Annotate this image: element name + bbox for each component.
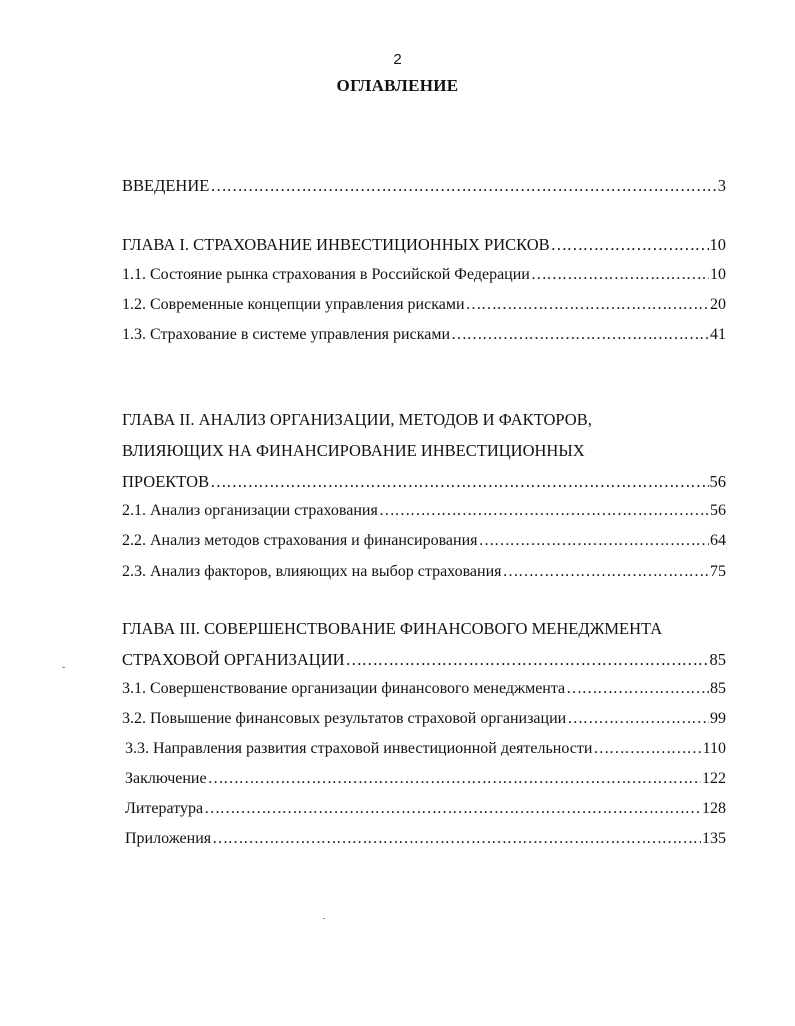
leader-dots	[567, 709, 709, 729]
toc-section-1-2	[122, 295, 726, 315]
chapter-page: 10	[709, 235, 726, 254]
leader-dots	[451, 325, 709, 345]
leader-dots	[210, 176, 716, 196]
toc-section-2-2	[122, 531, 726, 551]
leader-dots	[346, 650, 709, 670]
section-title: 2.3. Анализ факторов, влияющих на выбор страхования	[122, 563, 502, 580]
chapter-title: ГЛАВА I. СТРАХОВАНИЕ ИНВЕСТИЦИОННЫХ РИСКОВ	[122, 235, 550, 254]
page-title: ОГЛАВЛЕНИЕ	[336, 76, 459, 95]
scan-speck	[62, 667, 65, 668]
scan-speck	[323, 918, 325, 919]
toc-section-1-3	[122, 325, 726, 345]
section-title: 2.1. Анализ организации страхования	[122, 502, 378, 519]
leader-dots	[208, 769, 701, 789]
section-page: 56	[710, 502, 726, 519]
toc-chapter-2	[122, 472, 726, 492]
toc-entry-conclusion	[125, 769, 726, 789]
chapter-3-title-line-1: ГЛАВА III. СОВЕРШЕНСТВОВАНИЕ ФИНАНСОВОГО МЕНЕДЖМЕНТА	[122, 619, 663, 638]
toc-entry-label: ВВЕДЕНИЕ	[122, 176, 210, 195]
chapter-page: 56	[709, 472, 726, 491]
toc-entry-label: Заключение	[125, 770, 207, 787]
leader-dots	[531, 265, 709, 285]
toc-section-3-1	[122, 679, 726, 699]
leader-dots	[503, 562, 710, 582]
section-title: 3.1. Совершенствование организации финансового менеджмента	[122, 680, 566, 697]
toc-entry-page: 128	[702, 800, 726, 817]
chapter-title: СТРАХОВОЙ ОРГАНИЗАЦИИ	[122, 650, 345, 669]
toc-section-3-2	[122, 709, 726, 729]
section-page: 99	[710, 710, 726, 727]
page-number: 2	[393, 51, 402, 68]
chapter-title: ПРОЕКТОВ	[122, 472, 210, 491]
section-title: 1.2. Современные концепции управления рисками	[122, 296, 465, 313]
toc-entry-page: 135	[702, 830, 726, 847]
toc-section-2-1	[122, 501, 726, 521]
section-page: 64	[710, 532, 726, 549]
section-title: 3.3. Направления развития страховой инвестиционной деятельности	[125, 740, 593, 757]
toc-chapter-1	[122, 235, 726, 255]
section-page: 110	[702, 740, 726, 757]
leader-dots	[566, 679, 709, 699]
chapter-2-title-line-1: ГЛАВА II. АНАЛИЗ ОРГАНИЗАЦИИ, МЕТОДОВ И ФАКТОРОВ,	[122, 410, 592, 429]
chapter-page: 85	[709, 650, 726, 669]
section-title: 1.3. Страхование в системе управления рисками	[122, 326, 451, 343]
toc-entry-page: 3	[717, 176, 726, 195]
toc-entry-intro	[122, 176, 726, 196]
section-page: 41	[710, 326, 726, 343]
leader-dots	[479, 531, 710, 551]
toc-entry-appendices	[125, 829, 726, 849]
toc-section-1-1	[122, 265, 726, 285]
leader-dots	[466, 295, 709, 315]
section-page: 75	[710, 563, 726, 580]
toc-entry-label: Приложения	[125, 830, 212, 847]
toc-section-2-3	[122, 562, 726, 582]
section-page: 10	[710, 266, 726, 283]
toc-entry-page: 122	[702, 770, 726, 787]
toc-entry-literature	[125, 799, 726, 819]
leader-dots	[379, 501, 709, 521]
toc-chapter-3	[122, 650, 726, 670]
leader-dots	[551, 235, 709, 255]
section-title: 1.1. Состояние рынка страхования в Российской Федерации	[122, 266, 530, 283]
leader-dots	[212, 829, 701, 849]
toc-section-3-3	[125, 739, 726, 759]
leader-dots	[210, 472, 708, 492]
section-title: 3.2. Повышение финансовых результатов страховой организации	[122, 710, 567, 727]
section-title: 2.2. Анализ методов страхования и финансирования	[122, 532, 478, 549]
leader-dots	[593, 739, 701, 759]
leader-dots	[204, 799, 701, 819]
toc-entry-label: Литература	[125, 800, 204, 817]
section-page: 85	[710, 680, 726, 697]
section-page: 20	[710, 296, 726, 313]
chapter-2-title-line-2: ВЛИЯЮЩИХ НА ФИНАНСИРОВАНИЕ ИНВЕСТИЦИОННЫХ	[122, 441, 585, 460]
